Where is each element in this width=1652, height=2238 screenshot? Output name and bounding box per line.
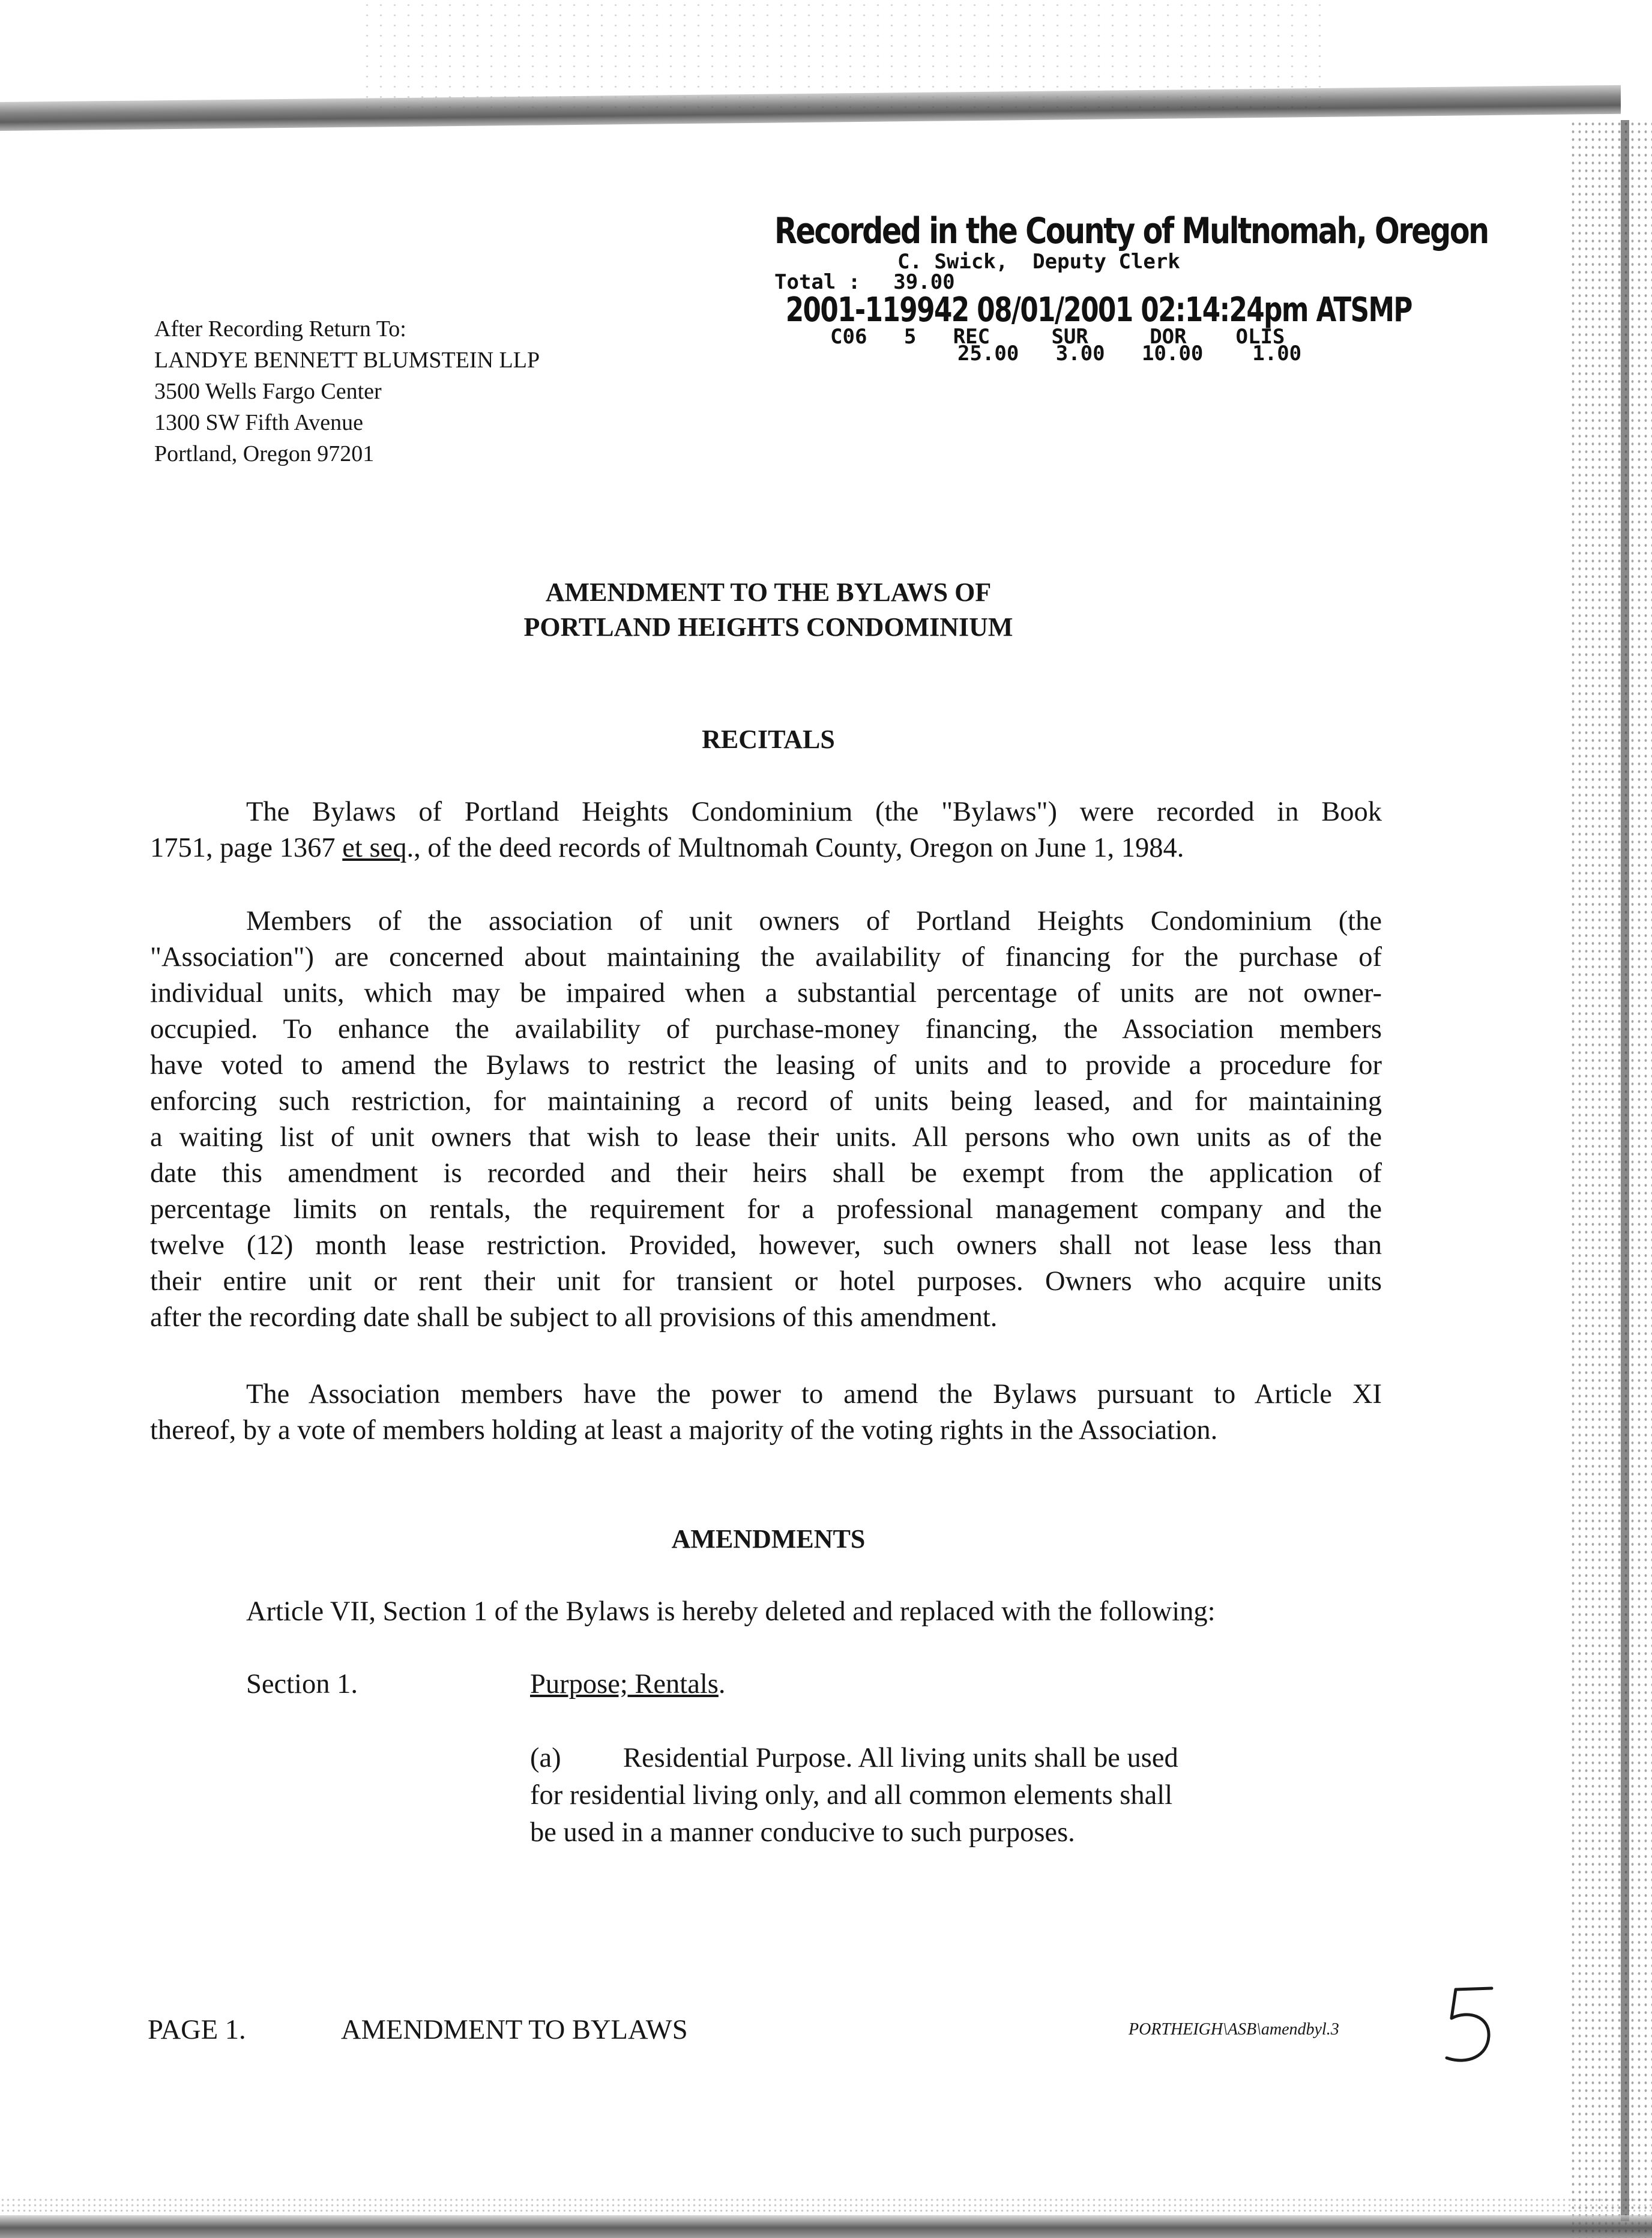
- return-line: Portland, Oregon 97201: [154, 441, 375, 466]
- text-run: 1751, page 1367: [150, 833, 343, 863]
- text-run: ., of the deed records of Multnomah County, Oregon on June 1, 1984.: [406, 833, 1184, 863]
- paragraph-line: a waiting list of unit owners that wish to lease their units. All persons who own units as of the: [150, 1122, 1382, 1153]
- title-line-1: AMENDMENT TO THE BYLAWS OF: [545, 578, 992, 607]
- recitals-heading: RECITALS: [702, 725, 835, 754]
- stamp-record-number: 2001-119942 08/01/2001 02:14:24pm ATSMP: [785, 291, 1412, 330]
- return-address: [154, 313, 540, 469]
- paragraph-line: occupied. To enhance the availability of purchase-money financing, the Association members: [150, 1014, 1382, 1045]
- section-heading-period: .: [718, 1669, 726, 1700]
- paragraph-line: Article VII, Section 1 of the Bylaws is hereby deleted and replaced with the following:: [246, 1596, 1216, 1627]
- stamp-total-value: 39.00: [893, 270, 955, 294]
- paragraph-line: [150, 830, 1382, 866]
- footer-title: AMENDMENT TO BYLAWS: [341, 2015, 688, 2045]
- paragraph-line: twelve (12) month lease restriction. Provided, however, such owners shall not lease less than: [150, 1230, 1382, 1261]
- amendments-heading: AMENDMENTS: [671, 1524, 866, 1554]
- recital-paragraph-1: [150, 794, 1382, 866]
- paragraph-line: date this amendment is recorded and their heirs shall be exempt from the application of: [150, 1158, 1382, 1189]
- footer-page-number: PAGE 1.: [148, 2015, 246, 2045]
- recital-paragraph-3: [150, 1377, 1382, 1449]
- scan-edge-bottom: [0, 2215, 1652, 2238]
- subsection-marker: (a): [530, 1743, 561, 1773]
- paragraph-line: Members of the association of unit owners of Portland Heights Condominium (the: [246, 906, 1382, 937]
- section-heading: [530, 1666, 725, 1703]
- scan-noise-bottom: [0, 2197, 1652, 2215]
- paragraph-line: enforcing such restriction, for maintaining a record of units being leased, and for maintaining: [150, 1086, 1382, 1117]
- document-title: [0, 575, 1537, 645]
- stamp-fee-values: 25.00 3.00 10.00 1.00: [957, 342, 1302, 366]
- recital-paragraph-2: [150, 903, 1382, 1336]
- paragraph-line: "Association") are concerned about maintaining the availability of financing for the purchase of: [150, 942, 1382, 973]
- handwritten-page-number: [1435, 1981, 1501, 2071]
- section-label: Section 1.: [246, 1669, 358, 1700]
- paragraph-line: have voted to amend the Bylaws to restrict the leasing of units and to provide a procedure for: [150, 1050, 1382, 1081]
- handwritten-digit-stroke: [1447, 1988, 1492, 2060]
- recording-stamp: [774, 210, 1488, 366]
- title-line-2: PORTLAND HEIGHTS CONDOMINIUM: [523, 612, 1013, 642]
- et-seq-underlined: et seq: [342, 833, 407, 863]
- stamp-total-label: Total :: [774, 270, 861, 294]
- amendment-intro: [246, 1594, 1478, 1630]
- scan-noise-right: [1570, 120, 1652, 2238]
- scan-edge-right: [1621, 120, 1629, 2221]
- subsection-line: be used in a manner conducive to such purposes.: [530, 1817, 1075, 1848]
- section-heading-text: Purpose; Rentals: [530, 1669, 719, 1700]
- subsection-a: [530, 1740, 1286, 1851]
- paragraph-line: thereof, by a vote of members holding at least a majority of the voting rights in the Association.: [150, 1415, 1218, 1446]
- return-line: 3500 Wells Fargo Center: [154, 379, 382, 404]
- stamp-fee-codes: C06 5 REC SUR DOR OLIS: [830, 325, 1285, 349]
- return-line: LANDYE BENNETT BLUMSTEIN LLP: [154, 348, 540, 373]
- return-line: 1300 SW Fifth Avenue: [154, 410, 363, 435]
- subsection-line: [530, 1740, 1286, 1777]
- stamp-title: Recorded in the County of Multnomah, Oregon: [774, 210, 1488, 252]
- paragraph-line: percentage limits on rentals, the requirement for a professional management company and the: [150, 1194, 1382, 1225]
- footer-file-code: PORTHEIGH\ASB\amendbyl.3: [1129, 2020, 1339, 2039]
- subsection-text: Residential Purpose. All living units shall be used: [623, 1743, 1178, 1773]
- paragraph-line: The Association members have the power to amend the Bylaws pursuant to Article XI: [246, 1379, 1382, 1410]
- subsection-line: for residential living only, and all common elements shall: [530, 1780, 1173, 1811]
- stamp-clerk: C. Swick, Deputy Clerk: [897, 250, 1180, 274]
- paragraph-line: The Bylaws of Portland Heights Condominium (the "Bylaws") were recorded in Book: [246, 797, 1382, 827]
- paragraph-line: individual units, which may be impaired when a substantial percentage of units are not owner-: [150, 978, 1382, 1009]
- paragraph-line: after the recording date shall be subject to all provisions of this amendment.: [150, 1302, 998, 1333]
- paragraph-line: their entire unit or rent their unit for transient or hotel purposes. Owners who acquire units: [150, 1266, 1382, 1297]
- return-line: After Recording Return To:: [154, 316, 406, 342]
